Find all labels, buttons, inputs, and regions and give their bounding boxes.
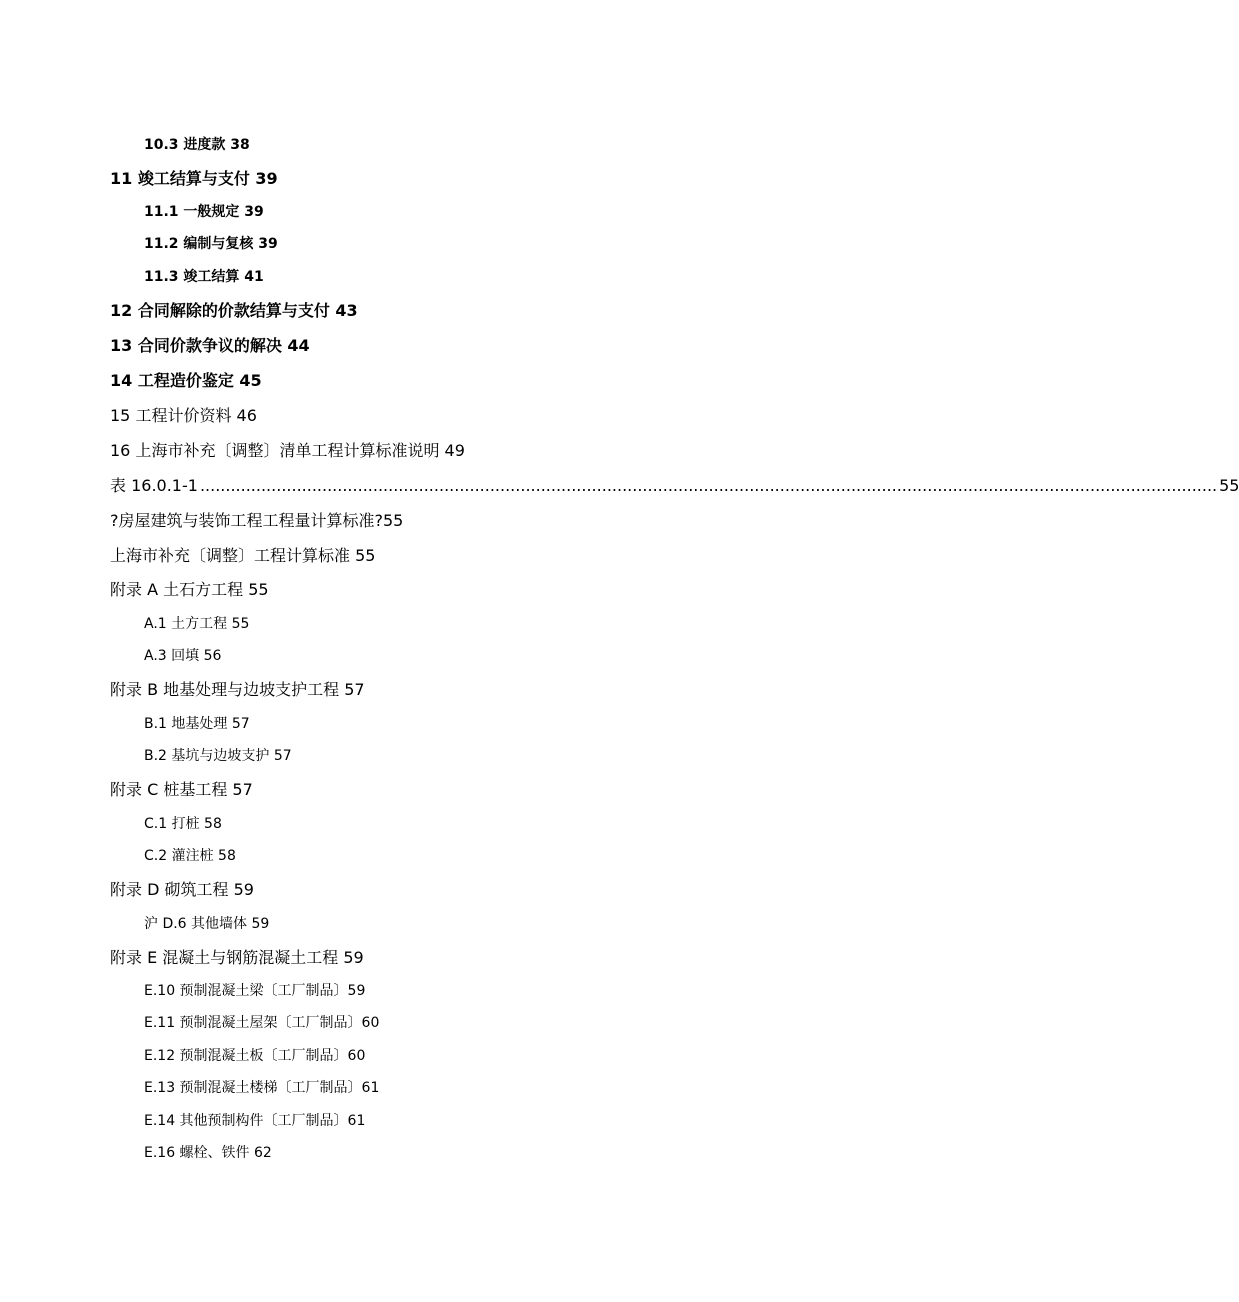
toc-entry[interactable]: 附录 D 砌筑工程 59 [110,880,254,899]
toc-entry[interactable]: C.1 打桩 58 [144,816,222,832]
toc-entry[interactable]: 附录 B 地基处理与边坡支护工程 57 [110,680,365,699]
toc-entry[interactable]: 16 上海市补充〔调整〕清单工程计算标准说明 49 [110,441,465,460]
toc-entry[interactable]: 13 合同价款争议的解决 44 [110,336,310,355]
toc-entry-label: 表 16.0.1-1 [110,476,198,495]
toc-entry[interactable]: E.16 螺栓、铁件 62 [144,1145,272,1161]
dot-leader: ........................................................................................................................................................................................................ [199,476,1218,495]
toc-entry[interactable]: 11.1 一般规定 39 [144,204,264,220]
toc-entry[interactable]: 14 工程造价鉴定 45 [110,371,262,390]
toc-entry[interactable]: ?房屋建筑与装饰工程工程量计算标准?55 [110,511,404,530]
toc-entry[interactable]: 附录 E 混凝土与钢筋混凝土工程 59 [110,948,364,967]
toc-entry[interactable]: 11 竣工结算与支付 39 [110,169,278,188]
toc-entry[interactable]: B.1 地基处理 57 [144,716,250,732]
toc-entry[interactable] [110,476,1239,495]
toc-page-number: 55 [1219,476,1239,495]
toc-entry[interactable]: C.2 灌注桩 58 [144,848,236,864]
toc-entry[interactable]: 附录 A 土石方工程 55 [110,580,269,599]
toc-entry[interactable]: E.14 其他预制构件〔工厂制品〕61 [144,1113,366,1129]
toc-entry[interactable]: E.13 预制混凝土楼梯〔工厂制品〕61 [144,1080,380,1096]
toc-entry[interactable]: B.2 基坑与边坡支护 57 [144,748,292,764]
toc-entry[interactable]: 沪 D.6 其他墙体 59 [144,916,270,932]
toc-entry[interactable]: 11.3 竣工结算 41 [144,269,264,285]
toc-entry[interactable]: 10.3 进度款 38 [144,137,250,153]
toc-entry[interactable]: 15 工程计价资料 46 [110,406,257,425]
toc-entry[interactable]: E.12 预制混凝土板〔工厂制品〕60 [144,1048,366,1064]
toc-entry[interactable]: E.11 预制混凝土屋架〔工厂制品〕60 [144,1015,380,1031]
toc-entry[interactable]: 12 合同解除的价款结算与支付 43 [110,301,358,320]
toc-entry[interactable]: A.3 回填 56 [144,648,222,664]
toc-entry[interactable]: A.1 土方工程 55 [144,616,250,632]
toc-entry[interactable]: E.10 预制混凝土梁〔工厂制品〕59 [144,983,366,999]
toc-entry[interactable]: 11.2 编制与复核 39 [144,236,278,252]
toc-entry[interactable]: 附录 C 桩基工程 57 [110,780,253,799]
toc-entry[interactable]: 上海市补充〔调整〕工程计算标准 55 [110,546,376,565]
